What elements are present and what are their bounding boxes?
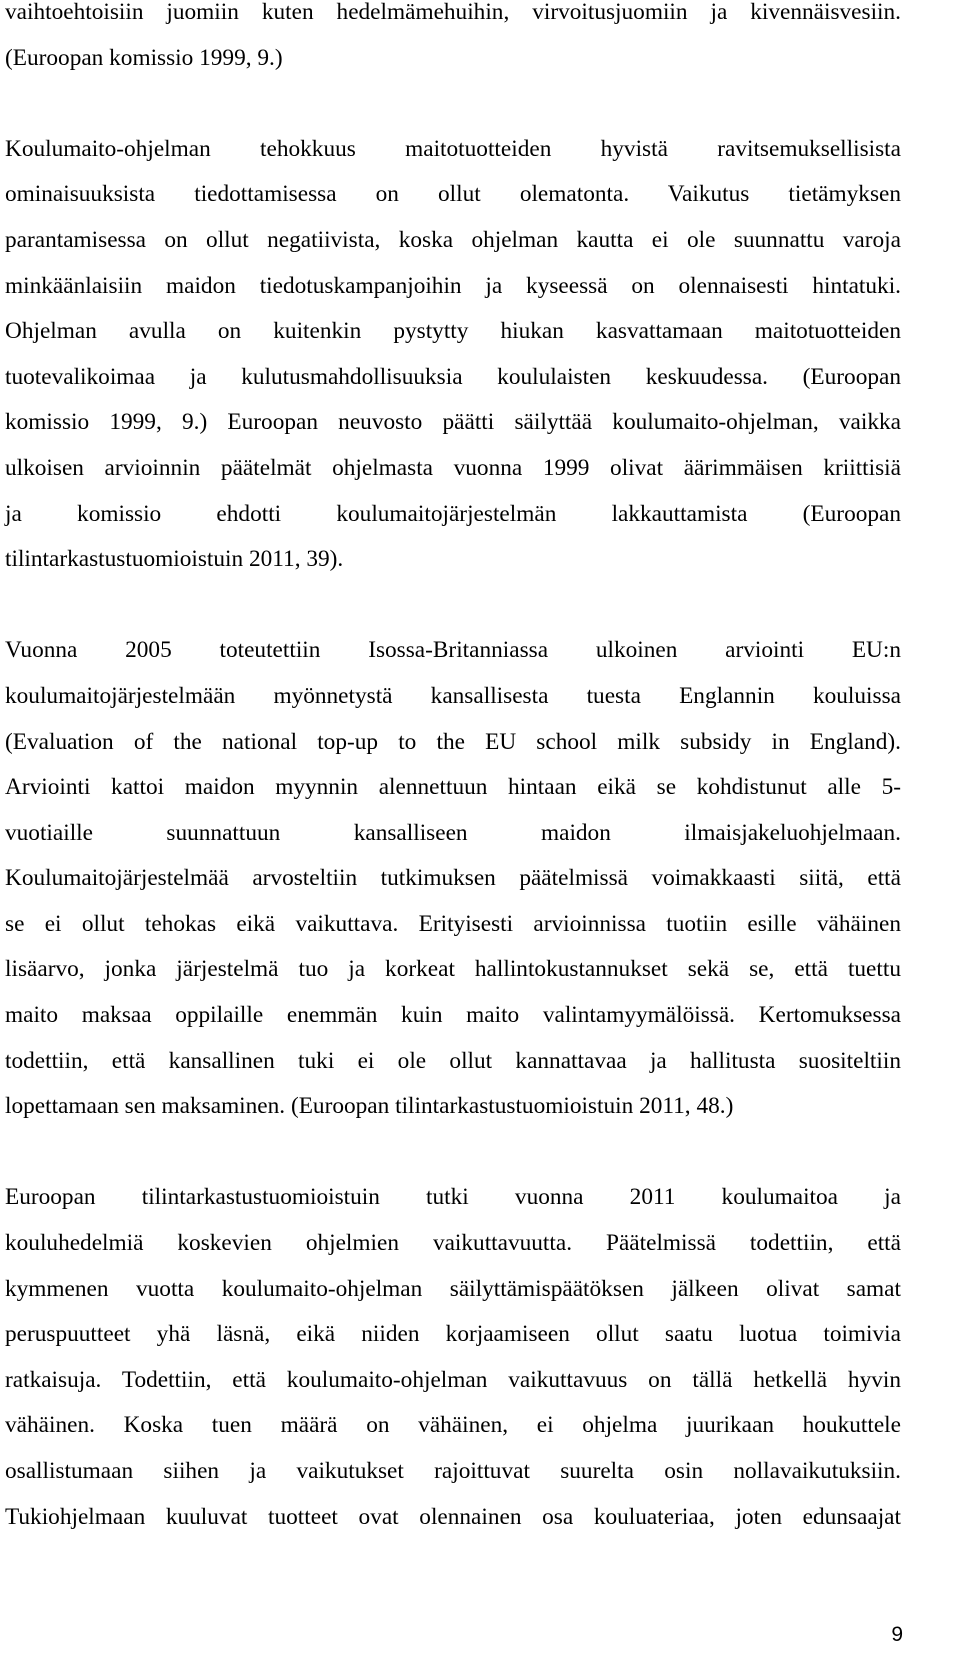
text-line: ominaisuuksista tiedottamisessa on ollut olematonta. Vaikutus tietämyksen bbox=[5, 181, 901, 208]
text-line: Vuonna 2005 toteutettiin Isossa-Britanniassa ulkoinen arviointi EU:n bbox=[5, 637, 901, 664]
text-line: Koulumaito-ohjelman tehokkuus maitotuotteiden hyvistä ravitsemuksellisista bbox=[5, 135, 901, 162]
text-line: Koulumaitojärjestelmää arvosteltiin tutkimuksen päätelmissä voimakkaasti siitä, että bbox=[5, 865, 901, 892]
text-line: Arviointi kattoi maidon myynnin alennettuun hintaan eikä se kohdistunut alle 5- bbox=[5, 774, 901, 801]
text-line: ja komissio ehdotti koulumaitojärjestelmän lakkauttamista (Euroopan bbox=[5, 500, 901, 527]
paragraph-1 bbox=[5, 0, 901, 81]
text-line: Ohjelman avulla on kuitenkin pystytty hiukan kasvattamaan maitotuotteiden bbox=[5, 318, 901, 345]
paragraph-4 bbox=[5, 1175, 901, 1540]
paragraph-3 bbox=[5, 628, 901, 1130]
text-line: kouluhedelmiä koskevien ohjelmien vaikuttavuutta. Päätelmissä todettiin, että bbox=[5, 1230, 901, 1257]
text-line: lisäarvo, jonka järjestelmä tuo ja korkeat hallintokustannukset sekä se, että tuettu bbox=[5, 956, 901, 983]
text-line: ulkoisen arvioinnin päätelmät ohjelmasta vuonna 1999 olivat äärimmäisen kriittisiä bbox=[5, 454, 901, 481]
paragraph-2 bbox=[5, 127, 901, 583]
text-line: tuotevalikoimaa ja kulutusmahdollisuuksia koululaisten keskuudessa. (Euroopan bbox=[5, 363, 901, 390]
document-page bbox=[5, 0, 901, 1540]
text-line: Euroopan tilintarkastustuomioistuin tutki vuonna 2011 koulumaitoa ja bbox=[5, 1184, 901, 1211]
text-line: osallistumaan siihen ja vaikutukset rajoittuvat suurelta osin nollavaikutuksiin. bbox=[5, 1458, 901, 1484]
text-line: parantamisessa on ollut negatiivista, koska ohjelman kautta ei ole suunnattu varoja bbox=[5, 226, 901, 253]
text-line: ratkaisuja. Todettiin, että koulumaito-ohjelman vaikuttavuus on tällä hetkellä hyvin bbox=[5, 1366, 901, 1393]
page-number: 9 bbox=[891, 1623, 903, 1646]
text-line: minkäänlaisiin maidon tiedotuskampanjoihin ja kyseessä on olennaisesti hintatuki. bbox=[5, 272, 901, 299]
text-line: vuotiaille suunnattuun kansalliseen maidon ilmaisjakeluohjelmaan. bbox=[5, 819, 901, 846]
text-line: lopettamaan sen maksaminen. (Euroopan tilintarkastustuomioistuin 2011, 48.) bbox=[5, 1093, 734, 1120]
paragraph-gap bbox=[5, 1130, 901, 1176]
text-line: (Evaluation of the national top-up to the EU school milk subsidy in England). bbox=[5, 728, 901, 755]
text-line: se ei ollut tehokas eikä vaikuttava. Erityisesti arvioinnissa tuotiin esille vähäinen bbox=[5, 910, 901, 937]
text-line: koulumaitojärjestelmään myönnetystä kansallisesta tuesta Englannin kouluissa bbox=[5, 682, 901, 709]
text-line: komissio 1999, 9.) Euroopan neuvosto päätti säilyttää koulumaito-ohjelman, vaikka bbox=[5, 409, 901, 436]
text-line: vaihtoehtoisiin juomiin kuten hedelmämehuihin, virvoitusjuomiin ja kivennäisvesiin. bbox=[5, 0, 901, 25]
text-line: tilintarkastustuomioistuin 2011, 39). bbox=[5, 546, 344, 573]
text-line: vähäinen. Koska tuen määrä on vähäinen, ei ohjelma juurikaan houkuttele bbox=[5, 1412, 901, 1439]
paragraph-gap bbox=[5, 81, 901, 127]
paragraph-gap bbox=[5, 583, 901, 629]
text-line: maito maksaa oppilaille enemmän kuin maito valintamyymälöissä. Kertomuksessa bbox=[5, 1002, 901, 1029]
text-line: Tukiohjelmaan kuuluvat tuotteet ovat olennainen osa kouluateriaa, joten edunsaajat bbox=[5, 1503, 901, 1530]
text-line: kymmenen vuotta koulumaito-ohjelman säilyttämispäätöksen jälkeen olivat samat bbox=[5, 1275, 901, 1302]
text-line: (Euroopan komissio 1999, 9.) bbox=[5, 44, 283, 71]
text-line: peruspuutteet yhä läsnä, eikä niiden korjaamiseen ollut saatu luotua toimivia bbox=[5, 1321, 901, 1348]
text-line: todettiin, että kansallinen tuki ei ole ollut kannattavaa ja hallitusta suositeltiin bbox=[5, 1047, 901, 1074]
